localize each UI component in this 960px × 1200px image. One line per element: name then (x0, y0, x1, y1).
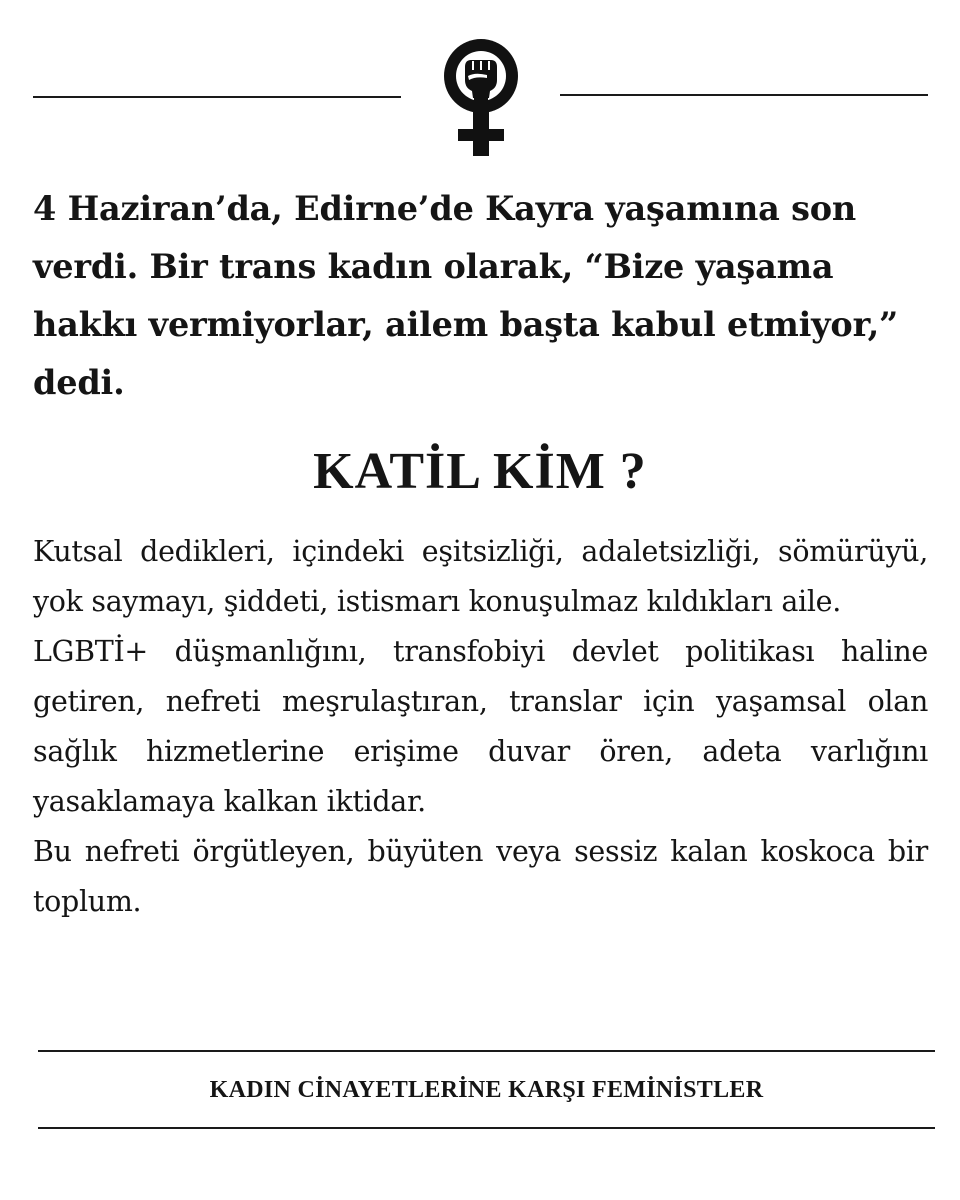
header-divider-right (560, 94, 928, 96)
paragraph-government: LGBTİ+ düşmanlığını, transfobiyi devlet politikası haline getiren, nefreti meşrulaştıran, translar için yaşamsal olan sağlık hizmetlerine erişime duvar ören, adeta varlığını yasaklamaya kalkan iktidar. (33, 635, 928, 818)
header-divider-left (33, 96, 401, 98)
body-text (33, 527, 928, 927)
paragraph-family: Kutsal dedikleri, içindeki eşitsizliği, adaletsizliği, sömürüyü, yok saymayı, şiddeti, istismarı konuşulmaz kıldıkları aile. (33, 535, 928, 618)
footer-divider-bottom (38, 1127, 935, 1129)
lead-statement: 4 Haziran’da, Edirne’de Kayra yaşamına son verdi. Bir trans kadın olarak, “Bize yaşama hakkı vermiyorlar, ailem başta kabul etmiyor,” dedi. (33, 189, 899, 402)
paragraph-society: Bu nefreti örgütleyen, büyüten veya sessiz kalan koskoca bir toplum. (33, 835, 928, 918)
feminist-fist-icon (435, 34, 527, 158)
footer-divider-top (38, 1050, 935, 1052)
footer-organization: KADIN CİNAYETLERİNE KARŞI FEMİNİSTLER (209, 1077, 764, 1103)
headline: KATİL KİM ? (313, 443, 647, 500)
